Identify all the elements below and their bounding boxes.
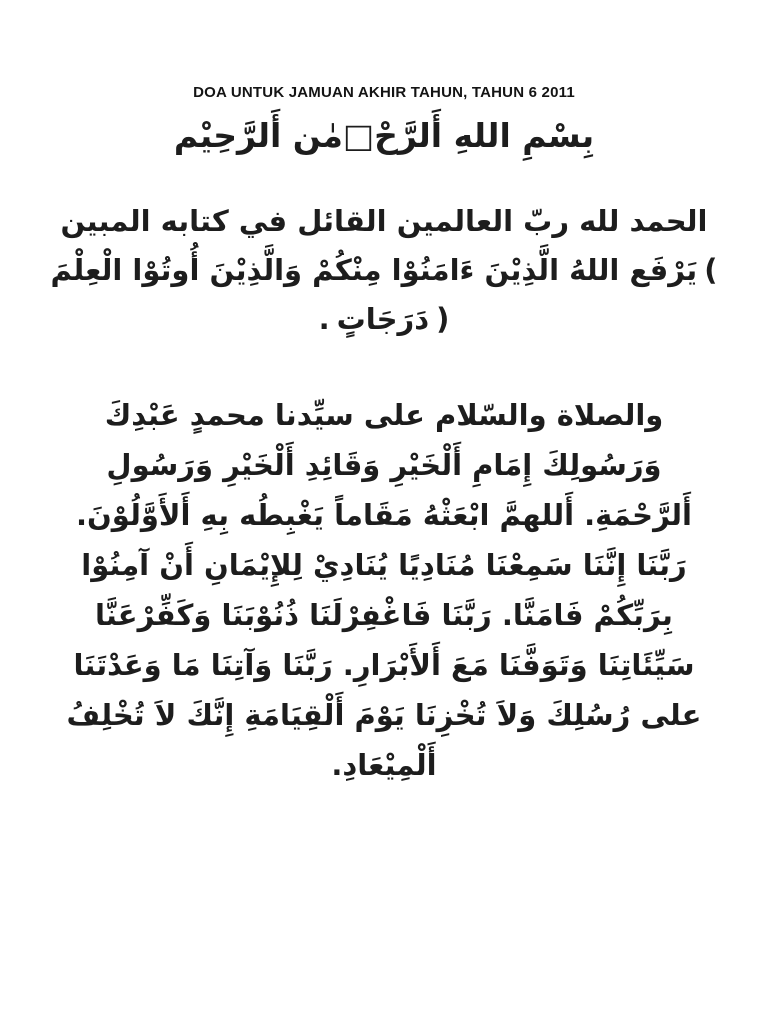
quran-verse-text: دَرَجَاتٍ [336,302,430,336]
prayer-line: أَلْمِيْعَادِ. [331,748,437,782]
document-title: DOA UNTUK JAMUAN AKHIR TAHUN, TAHUN 6 2011 [193,84,575,101]
prayer-line: والصلاة والسّلام على سيِّدنا محمدٍ عَبْدِكَ [104,398,664,432]
bismillah-line: بِسْمِ اللهِ أَلرَّحْ□مٰن أَلرَّحِيْم [173,116,595,155]
prayer-line: على رُسُلِكَ وَلاَ تُخْزِنَا يَوْمَ أَلْقِيَامَةِ إِنَّكَ لاَ تُخْلِفُ [66,698,702,732]
period: . [318,302,330,336]
prayer-line: سَيِّئَاتِنَا وَتَوَفَّنَا مَعَ أَلأَبْرَارِ. رَبَّنَا وَآتِنَا مَا وَعَدْتَنَا [73,648,695,682]
prayer-paragraph [0,390,768,790]
prayer-line: أَلرَّحْمَةِ. أَللهمَّ ابْعَثْهُ مَقَاماً يَغْبِطُه بِهِ أَلأَوَّلُوْنَ. [76,498,692,532]
close-paren: ) [436,302,450,336]
opening-paragraph [0,197,768,344]
prayer-line: بِرَبِّكُمْ فَامَنَّا. رَبَّنَا فَاغْفِرْلَنَا ذُنُوْبَنَا وَكَفِّرْعَنَّا [95,598,673,632]
quran-verse-text: يَرْفَع اللهُ الَّذِيْنَ ءَامَنُوْا مِنْكُمْ وَالَّذِيْنَ أُوتُوْا الْعِلْمَ [50,253,698,287]
prayer-line: وَرَسُولِكَ إِمَامِ أَلْخَيْرِ وَقَائِدِ أَلْخَيْرِ وَرَسُولِ [106,448,662,482]
quran-verse-line [0,246,768,295]
open-paren: ( [704,253,718,287]
prayer-line: رَبَّنَا إِنَّنَا سَمِعْنَا مُنَادِيًا يُنَادِيْ لِلإِيْمَانِ أَنْ آمِنُوْا [81,548,687,582]
hamdalah-line: الحمد لله ربّ العالمين القائل في كتابه المبين [60,204,708,238]
quran-verse-end-line [0,295,768,344]
